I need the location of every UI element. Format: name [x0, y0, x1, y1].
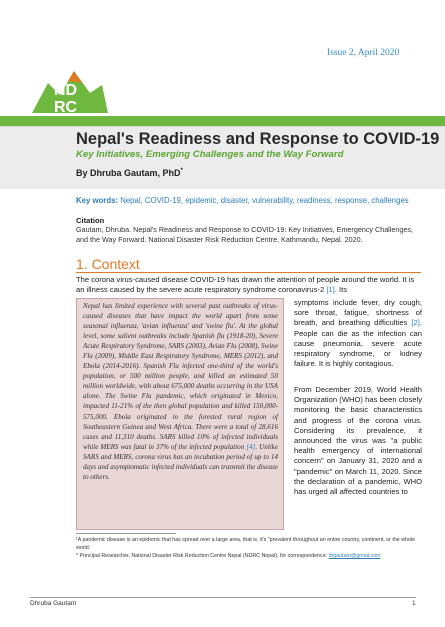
- footnote-2: [76, 553, 421, 561]
- right-paragraph-1: [294, 298, 422, 369]
- logo-text-top: ND: [54, 82, 78, 99]
- citation-text: Gautam, Dhruba. Nepal's Readiness and Response to COVID-19: Key Initiatives, Emergency Challenges, and the Way Forward. National Disaster Risk Reduction Centre, Kathmandu, Nepal. 2020.: [76, 225, 413, 244]
- history-box-text: [83, 301, 278, 482]
- green-band: [0, 116, 445, 126]
- author-name: By Dhruba Gautam, PhD: [76, 168, 181, 178]
- keywords-label: Key words:: [76, 196, 119, 205]
- box-text-a: Nepal has limited experience with several past outbreaks of virus-caused diseases that have impact the world apart from some seasonal influenza, 'avian influenza' and 'swine flu'. At the global level, some salient outbreaks include Spanish flu (1918-20), Severe Acute Respiratory Syndrome, SARS (2003), Avian Flu (2008), Swine Flu (2009), Middle East Respiratory Syndrome, MERS (2012), and Ebola (2014-2016). Spanish Flu infected one-third of the world's population, or 500 million people, and killed an estimated 50 million worldwide, with about 675,000 deaths occurring in the USA alone. The Swine Flu pandemic, which originated in Mexico, impacted 11-21% of the then global population and killed 150,000-575,000. Ebola originated in the forested rural region of Southeastern Guinea and West Africa. There were a total of 28,616 cases and 11,310 deaths. SARS killed 10% of infected individuals while MERS was fatal in 37% of the infected population: [83, 302, 278, 451]
- footnote-rule: [76, 533, 176, 534]
- box-text-b: . Unlike SARS and MERS, corona virus has an incubation period of up to 14 days and asymptomatic infected individuals can transmit the disease to others.: [83, 442, 278, 481]
- author-mark: *: [180, 168, 183, 174]
- author-line: [76, 168, 183, 178]
- page-number: 1: [412, 600, 416, 607]
- rcol1-text-a: symptoms include fever, dry cough, sore throat, fatigue, shortness of breath, and breathing difficulties: [294, 298, 422, 328]
- rcol1-text-b: . People can die as the infection can cause pneumonia, severe acute respiratory syndrome, or kidney failure. It is highly contagious.: [294, 318, 422, 369]
- logo-text-bottom: RC: [54, 99, 78, 116]
- page-title: Nepal's Readiness and Response to COVID-19: [76, 130, 440, 148]
- issue-label: Issue 2, April 2020: [327, 48, 400, 58]
- ref-link-4[interactable]: [4]: [246, 442, 256, 451]
- ref-link-1[interactable]: [1]: [326, 285, 335, 295]
- keywords-text: Nepal, COVID-19, epidemic, disaster, vulnerability, readiness, response, challenges: [120, 196, 409, 205]
- citation-heading: Citation: [76, 216, 105, 225]
- footnote-1: ¹A pandemic disease is an epidemic that has spread over a large area, that is, it's "prevalent throughout an entire country, continent, or the whole world.: [76, 537, 416, 551]
- section-rule: [76, 272, 421, 273]
- page-subtitle: Key Initiatives, Emerging Challenges and the Way Forward: [76, 149, 344, 160]
- email-link[interactable]: drgautam@gmail.com: [328, 553, 381, 559]
- ndrc-logo: [30, 65, 110, 117]
- right-paragraph-2: From December 2019, World Health Organization (WHO) has been closely monitoring the basic characteristics and progress of the corona virus. Considering its prevalence, it announced the virus was "a public health emergency of international concern" on January 31, 2020 and a "pandemic" on March 11, 2020. Since the declaration of a pandemic, WHO has urged all affected countries to: [294, 385, 422, 497]
- intro-paragraph: [76, 275, 421, 295]
- intro-tail: . Its: [334, 285, 348, 295]
- footnote-2-text: * Principal Researcher, National Disaster Risk Reduction Centre Nepal (NDRC Nepal), for correspondence:: [76, 553, 329, 559]
- intro-text: The corona virus-caused disease COVID-19 has drawn the attention of people around the world. It is an illness caused by the severe acute respiratory syndrome coronavirus-2: [76, 275, 415, 295]
- footer-author: Dhruba Gautam: [30, 600, 77, 607]
- keywords: [76, 196, 421, 205]
- section-heading: 1. Context: [76, 256, 140, 272]
- ref-link-2[interactable]: [2]: [411, 318, 420, 328]
- footer-rule: [30, 597, 416, 598]
